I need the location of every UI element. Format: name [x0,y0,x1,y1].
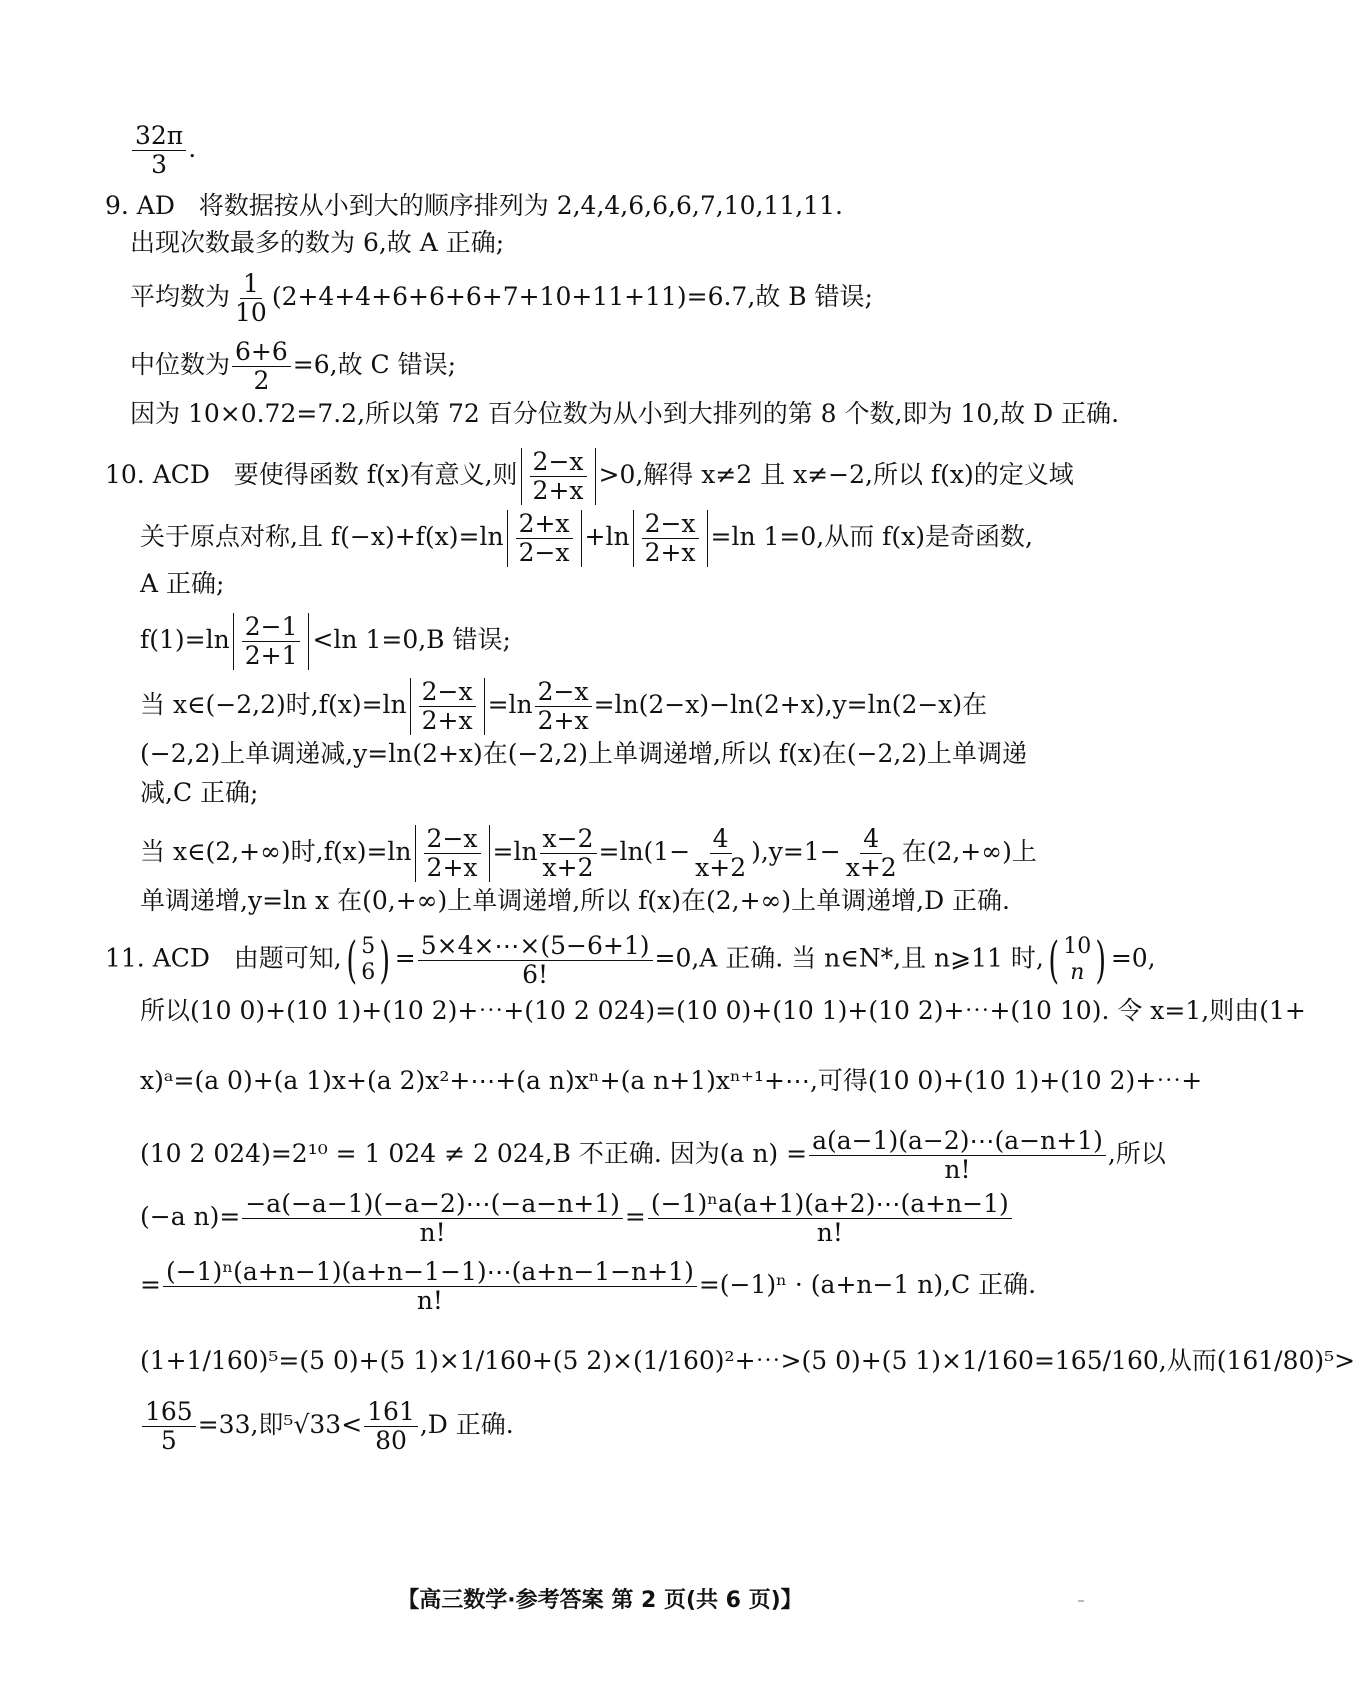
q10-label: 10. ACD [105,460,210,489]
frac-num: 5×4×⋯×(5−6+1) [418,932,653,961]
frac-den: n! [944,1155,971,1184]
fraction [692,825,749,882]
binom-bottom: n [1070,960,1085,985]
frac-den: 3 [151,150,168,179]
text: =0, [1110,943,1156,973]
q11-line5 [140,1190,1014,1247]
abs-value [633,510,708,567]
fraction [163,1258,697,1315]
abs-value [415,825,490,882]
fraction [242,1190,623,1247]
fraction [535,678,592,735]
abs-value [521,448,596,505]
q11-line8 [140,1398,514,1455]
text: 当 x∈(−2,2)时,f(x)=ln [140,690,407,719]
text: 平均数为 [130,282,231,311]
q10-line9: 单调递增,y=ln x 在(0,+∞)上单调递增,所以 f(x)在(2,+∞)上单调递增,D 正确. [140,886,1011,915]
binomial: ( 10 n ) [1048,931,1107,989]
text: 要使得函数 f(x)有意义,则 [233,460,518,489]
text: =ln(2−x)−ln(2+x),y=ln(2−x)在 [593,690,988,719]
text: =33,即⁵√33< [197,1410,363,1439]
text: <ln 1=0,B 错误; [312,625,511,654]
q9-label: 9. AD [105,191,175,220]
text: (−a n)= [140,1202,241,1231]
text: f(1)=ln [140,625,230,654]
text: ,所以 [1107,1139,1166,1168]
frac-den: n! [416,1286,443,1315]
q11-label: 11. ACD [105,943,210,973]
q11-line1 [105,930,1156,990]
fraction [232,270,270,327]
text: ),y=1− [751,837,841,866]
text: = [624,1202,646,1231]
text: (10 2 024)=2¹⁰ = 1 024 ≠ 2 024,B 不正确. 因为(a n) = [140,1139,808,1168]
text: = [140,1270,161,1299]
q10-line7: 减,C 正确; [140,778,259,807]
q11-line2: 所以(10 0)+(10 1)+(10 2)+⋯+(10 2 024)=(10 0)+(10 1)+(10 2)+⋯+(10 10). 令 x=1,则由(1+ [140,996,1306,1025]
text: >0,解得 x≠2 且 x≠−2,所以 f(x)的定义域 [598,460,1074,489]
q10-line4 [140,613,511,670]
fraction [843,825,900,882]
text: =(−1)ⁿ · (a+n−1 n),C 正确. [698,1270,1037,1299]
fraction [648,1190,1012,1247]
frac-den: 2+x [421,706,473,735]
frac-den: 5 [160,1426,177,1455]
frac-num: 2−x [535,678,592,707]
text: 中位数为 [130,350,231,379]
text: 在(2,+∞)上 [901,837,1037,866]
frac-den: 80 [375,1426,407,1455]
frac-num: 32π [132,122,186,151]
q10-line2 [140,510,1033,567]
binomial: ( 5 6 ) [346,931,391,989]
fraction [364,1398,418,1455]
frac-num: 2−1 [242,613,301,642]
q11-line6 [140,1258,1036,1315]
fraction [809,1127,1106,1184]
text: =ln 1=0,从而 f(x)是奇函数, [710,522,1033,551]
frac-den: 2+x [537,706,589,735]
q11-line3: x)ᵃ=(a 0)+(a 1)x+(a 2)x²+⋯+(a n)xⁿ+(a n+1)xⁿ⁺¹+⋯,可得(10 0)+(10 1)+(10 2)+⋯+ [140,1066,1203,1095]
q10-line8 [140,825,1037,882]
frac-den: n! [816,1218,843,1247]
frac-num: 4 [860,825,882,854]
frac-den: x+2 [845,853,897,882]
q9-intro: 将数据按从小到大的顺序排列为 2,4,4,6,6,6,7,10,11,11. [198,191,843,220]
scan-mark [1078,1600,1084,1602]
text: =6,故 C 错误; [292,350,457,379]
frac-den: 2+1 [244,641,298,670]
frac-den: 6! [522,959,549,989]
q9-line5: 因为 10×0.72=7.2,所以第 72 百分位数为从小到大排列的第 8 个数,即为 10,故 D 正确. [130,399,1120,428]
frac-num: 2+x [516,510,573,539]
q10-line3: A 正确; [140,569,225,598]
q10-line1 [105,448,1074,505]
frac-num: (−1)ⁿa(a+1)(a+2)⋯(a+n−1) [648,1190,1012,1219]
frac-den: n! [419,1218,446,1247]
header-fraction [130,122,196,179]
text: 当 x∈(2,+∞)时,f(x)=ln [140,837,412,866]
text: =ln(1− [598,837,691,866]
binom-top: 10 [1063,934,1092,959]
frac-num: −a(−a−1)(−a−2)⋯(−a−n+1) [242,1190,623,1219]
frac-num: 161 [364,1398,418,1427]
q9-line1 [105,190,843,222]
page-footer: 【高三数学·参考答案 第 2 页(共 6 页)】 [397,1588,803,1613]
frac-num: 4 [710,825,732,854]
text: =ln [487,690,533,719]
fraction [540,825,597,882]
text: (2+4+4+6+6+6+7+10+11+11)=6.7,故 B 错误; [271,282,873,311]
frac-num: 165 [142,1398,196,1427]
frac-den: 2−x [518,538,570,567]
text: =ln [492,837,538,866]
binom-bottom: 6 [361,960,376,985]
q11-line7: (1+1/160)⁵=(5 0)+(5 1)×1/160+(5 2)×(1/160)²+⋯>(5 0)+(5 1)×1/160=165/160,从而(161/80)⁵> [140,1346,1355,1375]
frac-num: 6+6 [232,338,291,367]
frac-den: x+2 [542,853,594,882]
fraction [232,338,291,395]
frac-den: 10 [235,298,267,327]
frac-num: (−1)ⁿ(a+n−1)(a+n−1−1)⋯(a+n−1−n+1) [163,1258,697,1287]
frac-den: 2 [253,366,270,395]
text: +ln [584,522,630,551]
frac-tail: . [188,134,197,163]
q9-line2: 出现次数最多的数为 6,故 A 正确; [130,228,505,257]
abs-value [410,678,485,735]
frac-num: 2−x [419,678,476,707]
q9-line3 [130,270,873,327]
frac-num: 2−x [530,448,587,477]
text: ,D 正确. [419,1410,514,1439]
abs-value [507,510,582,567]
q10-line6: (−2,2)上单调递减,y=ln(2+x)在(−2,2)上单调递增,所以 f(x)在(−2,2)上单调递 [140,739,1027,768]
q10-line5 [140,678,987,735]
frac-den: x+2 [695,853,747,882]
fraction [418,932,653,989]
q9-line4 [130,338,456,395]
text: = [394,943,416,973]
frac-den: 2+x [532,476,584,505]
frac-den: 2+x [644,538,696,567]
frac-num: 2−x [642,510,699,539]
binom-top: 5 [361,934,376,959]
text: 由题可知, [233,943,342,973]
frac-num: 1 [240,270,262,299]
frac-num: x−2 [540,825,597,854]
text: =0,A 正确. 当 n∈N*,且 n⩾11 时, [654,943,1044,973]
fraction [142,1398,196,1455]
frac-den: 2+x [426,853,478,882]
frac-num: 2−x [424,825,481,854]
frac-num: a(a−1)(a−2)⋯(a−n+1) [809,1127,1106,1156]
q11-line4 [140,1127,1166,1184]
abs-value [233,613,310,670]
text: 关于原点对称,且 f(−x)+f(x)=ln [140,522,504,551]
